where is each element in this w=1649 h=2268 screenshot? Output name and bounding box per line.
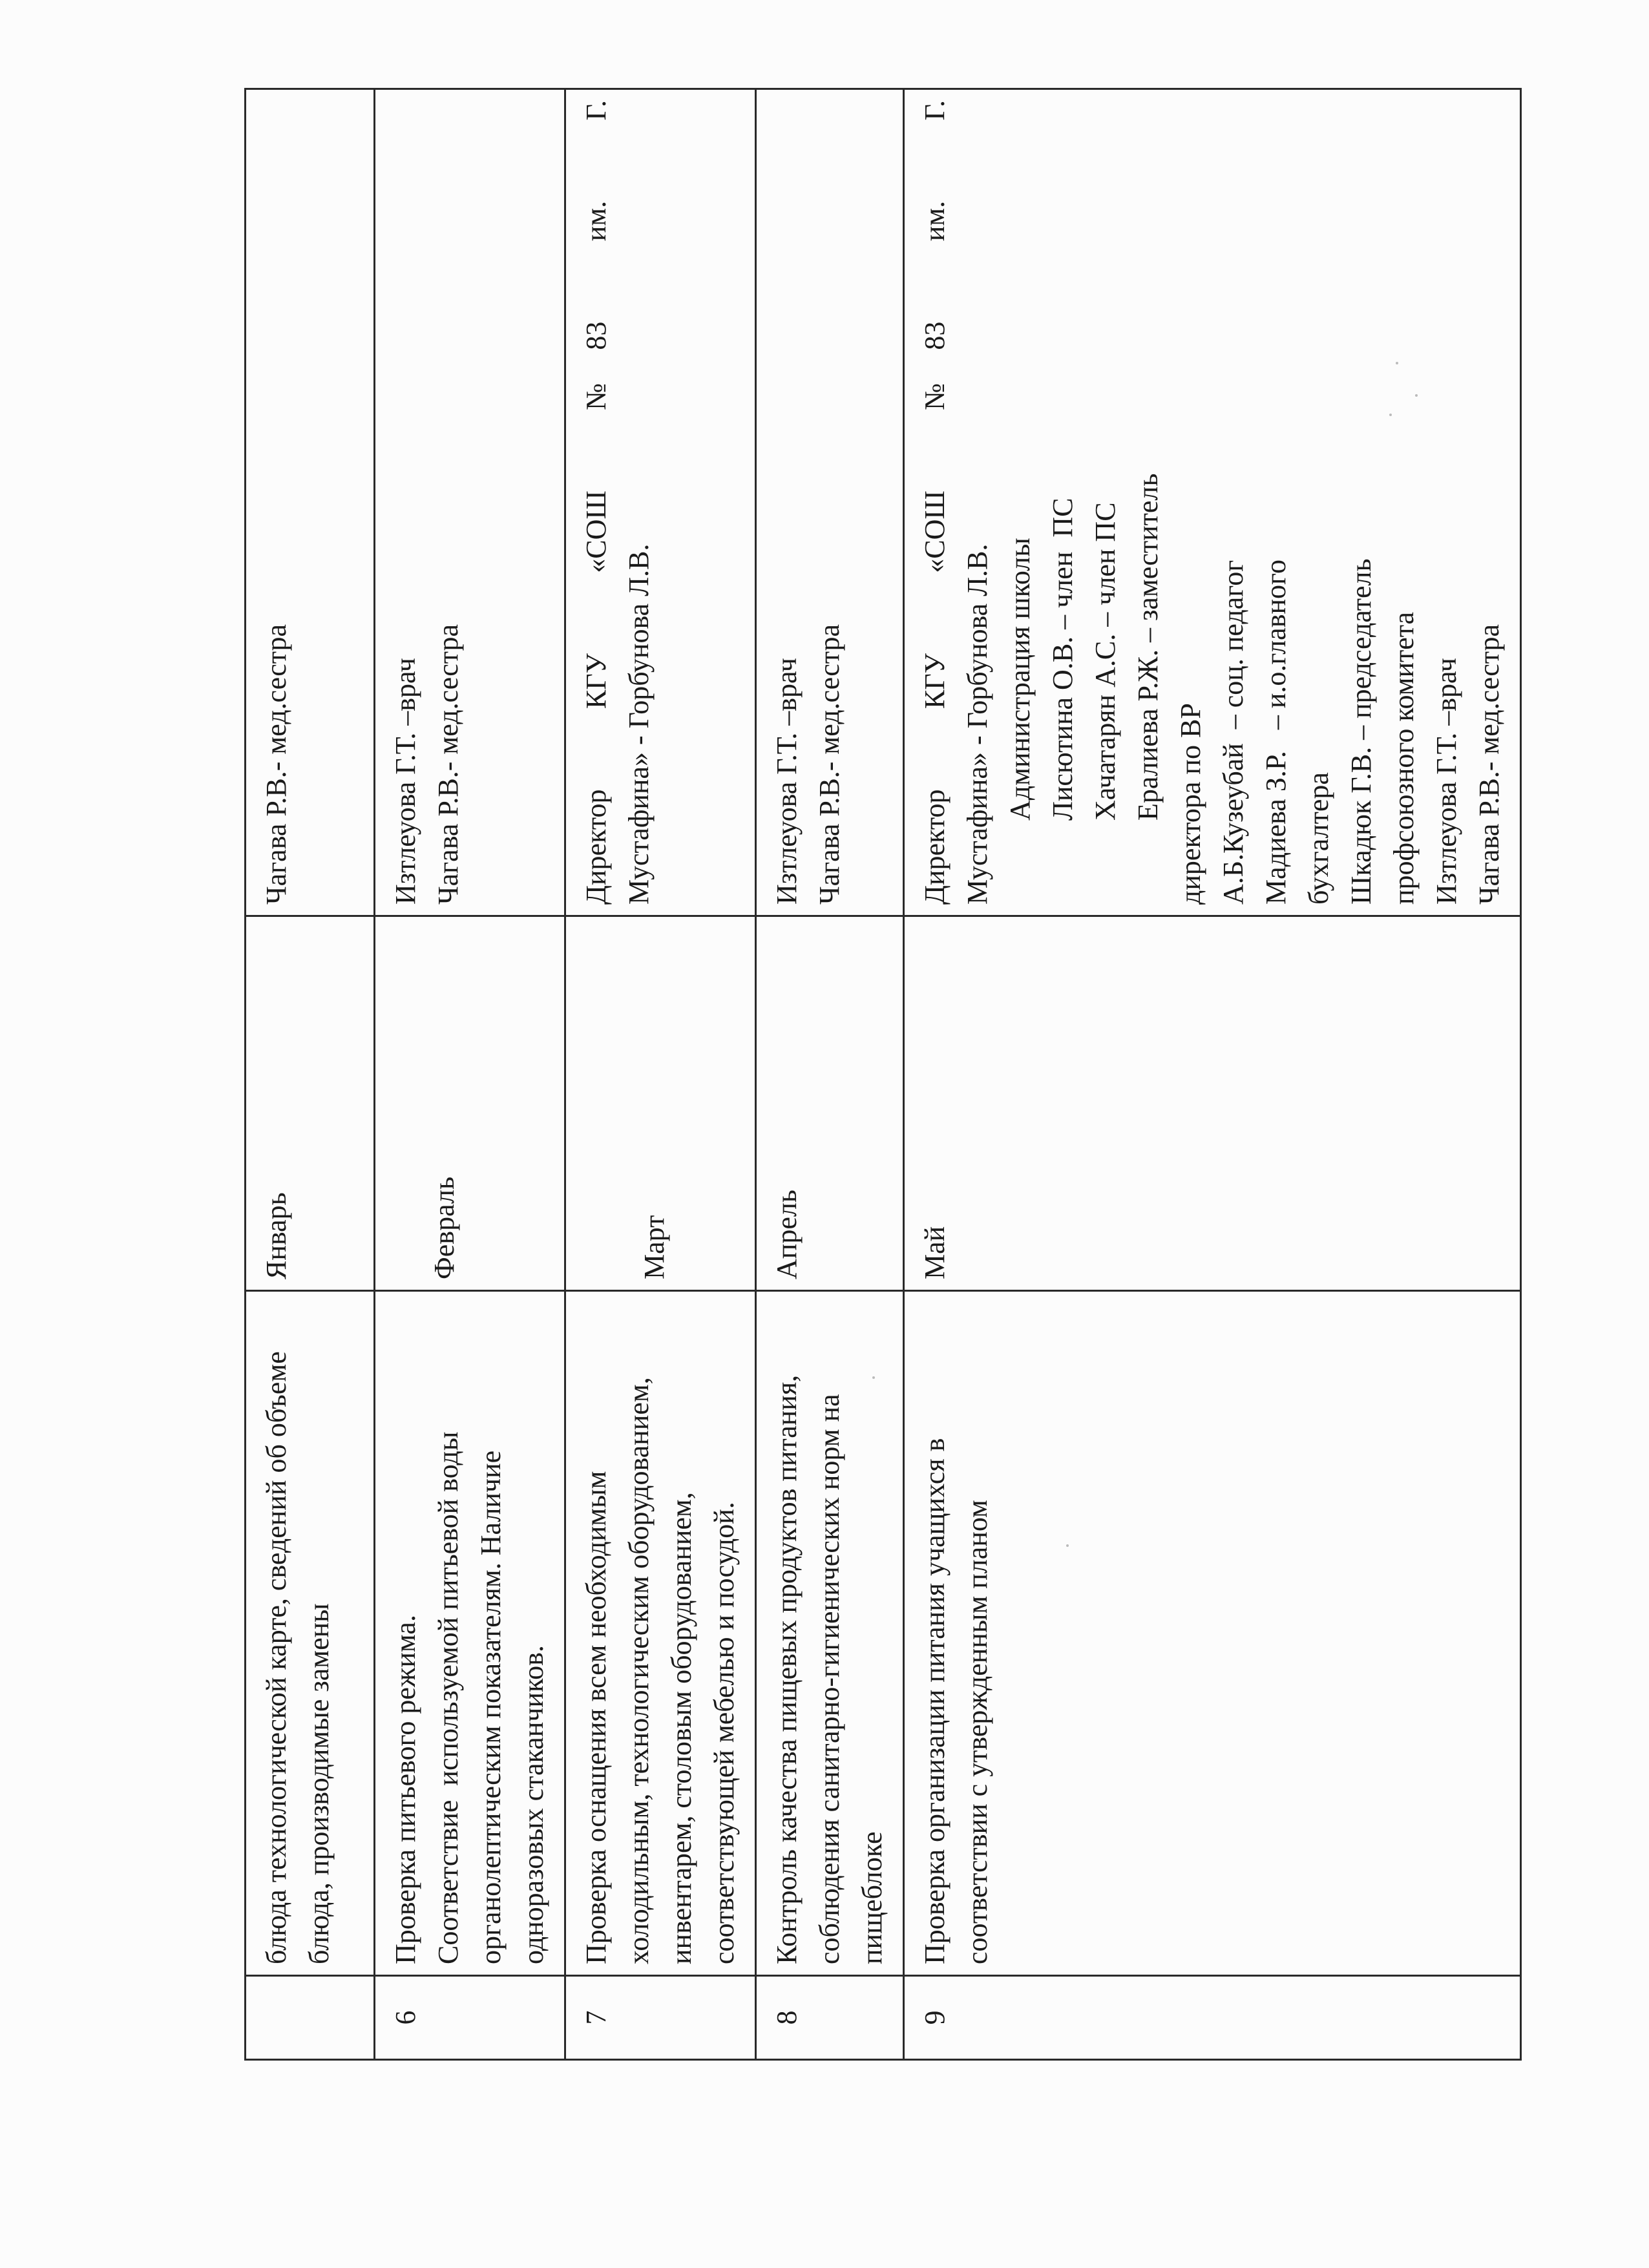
activity-line: Соответствие используемой питьевой воды: [432, 1431, 464, 1964]
activity-line: Проверка питьевого режима.: [390, 1615, 421, 1964]
table-row: [904, 89, 1521, 2060]
responsible-cell: [246, 89, 375, 916]
row-number: 8: [756, 1976, 904, 2060]
responsible-line: Ералиева Р.Ж. – заместитель: [1132, 473, 1164, 821]
month-label: Май: [919, 1226, 951, 1279]
rotated-table-wrapper: [244, 90, 1505, 2061]
month-label: Январь: [260, 1192, 292, 1279]
row-number: [246, 1976, 375, 2060]
responsible-cell: [756, 89, 904, 916]
responsible-line: директора по ВР: [1175, 703, 1206, 905]
responsible-line: Чагава Р.В.- мед.сестра: [432, 624, 464, 905]
month-label: Апрель: [771, 1190, 803, 1279]
responsible-line: Шкадюк Г.В. – председатель: [1345, 558, 1377, 905]
responsible-line: профсоюзного комитета: [1388, 611, 1420, 905]
activity-line: Проверка организации питания учащихся в: [919, 1438, 951, 1964]
responsible-line: Изтлеуова Г.Т. –врач: [771, 658, 803, 905]
month-cell: [756, 916, 904, 1291]
month-cell: [246, 916, 375, 1291]
responsible-line: Мадиева З.Р. – и.о.главного: [1260, 560, 1292, 905]
table-row: [565, 89, 756, 2060]
responsible-line: Чагава Р.В.- мед.сестра: [260, 624, 292, 905]
activity-cell: [246, 1291, 375, 1976]
activity-line: соответствии с утвержденным планом: [961, 1500, 993, 1964]
responsible-cell: [565, 89, 756, 916]
activity-cell: [565, 1291, 756, 1976]
activity-line: инвентарем, столовым оборудованием,: [666, 1492, 697, 1964]
activity-line: органолептическим показателям. Наличие: [475, 1450, 507, 1964]
responsible-line: Директор КГУ «СОШ №83 им. Г.: [919, 100, 951, 905]
responsible-line: Чагава Р.В.- мед.сестра: [814, 624, 845, 905]
responsible-line: А.Б.Кузеубай – соц. педагог: [1217, 560, 1249, 905]
table-row: [246, 89, 375, 2060]
activity-cell: [904, 1291, 1521, 1976]
activity-line: блюда, производимые замены: [303, 1603, 335, 1964]
month-label: Февраль: [428, 1176, 460, 1279]
month-cell: [375, 916, 565, 1291]
responsible-line: Мустафина» - Горбунова Л.В.: [961, 543, 993, 905]
responsible-line: Изтлеуова Г.Т. –врач: [390, 658, 421, 905]
row-number: 6: [375, 1976, 565, 2060]
month-cell: [904, 916, 1521, 1291]
responsible-line: Изтлеуова Г.Т. –врач: [1431, 658, 1462, 905]
activity-line: блюда технологической карте, сведений об объеме: [260, 1351, 292, 1964]
activity-cell: [375, 1291, 565, 1976]
responsible-cell: [375, 89, 565, 916]
responsible-cell: [904, 89, 1521, 916]
responsible-line: Директор КГУ «СОШ №83 им. Г.: [580, 100, 612, 905]
activity-line: соответствующей мебелью и посудой.: [708, 1502, 740, 1964]
activity-line: одноразовых стаканчиков.: [518, 1645, 549, 1964]
activity-line: соблюдения санитарно-гигиенических норм на: [814, 1394, 845, 1964]
activity-line: пищеблоке: [856, 1831, 888, 1964]
table-row: [756, 89, 904, 2060]
activity-line: Проверка оснащения всем необходимым: [580, 1471, 612, 1964]
food-control-plan-table: [244, 88, 1522, 2061]
row-number: 7: [565, 1976, 756, 2060]
responsible-line: бухгалтера: [1303, 772, 1334, 905]
activity-line: Контроль качества пищевых продуктов питания,: [771, 1374, 803, 1964]
month-cell: [565, 916, 756, 1291]
activity-cell: [756, 1291, 904, 1976]
responsible-line: Мустафина» - Горбунова Л.В.: [623, 543, 655, 905]
row-number: 9: [904, 1976, 1521, 2060]
table-row: [375, 89, 565, 2060]
activity-line: холодильным, технологическим оборудованием,: [623, 1377, 655, 1964]
responsible-line: Администрация школы: [1004, 538, 1036, 821]
responsible-line: Чагава Р.В.- мед.сестра: [1473, 624, 1505, 905]
responsible-line: Хачатарян А.С. – член ПС: [1089, 502, 1121, 821]
responsible-line: Лисютина О.В. – член ПС: [1047, 498, 1078, 821]
month-label: Март: [638, 1215, 670, 1279]
